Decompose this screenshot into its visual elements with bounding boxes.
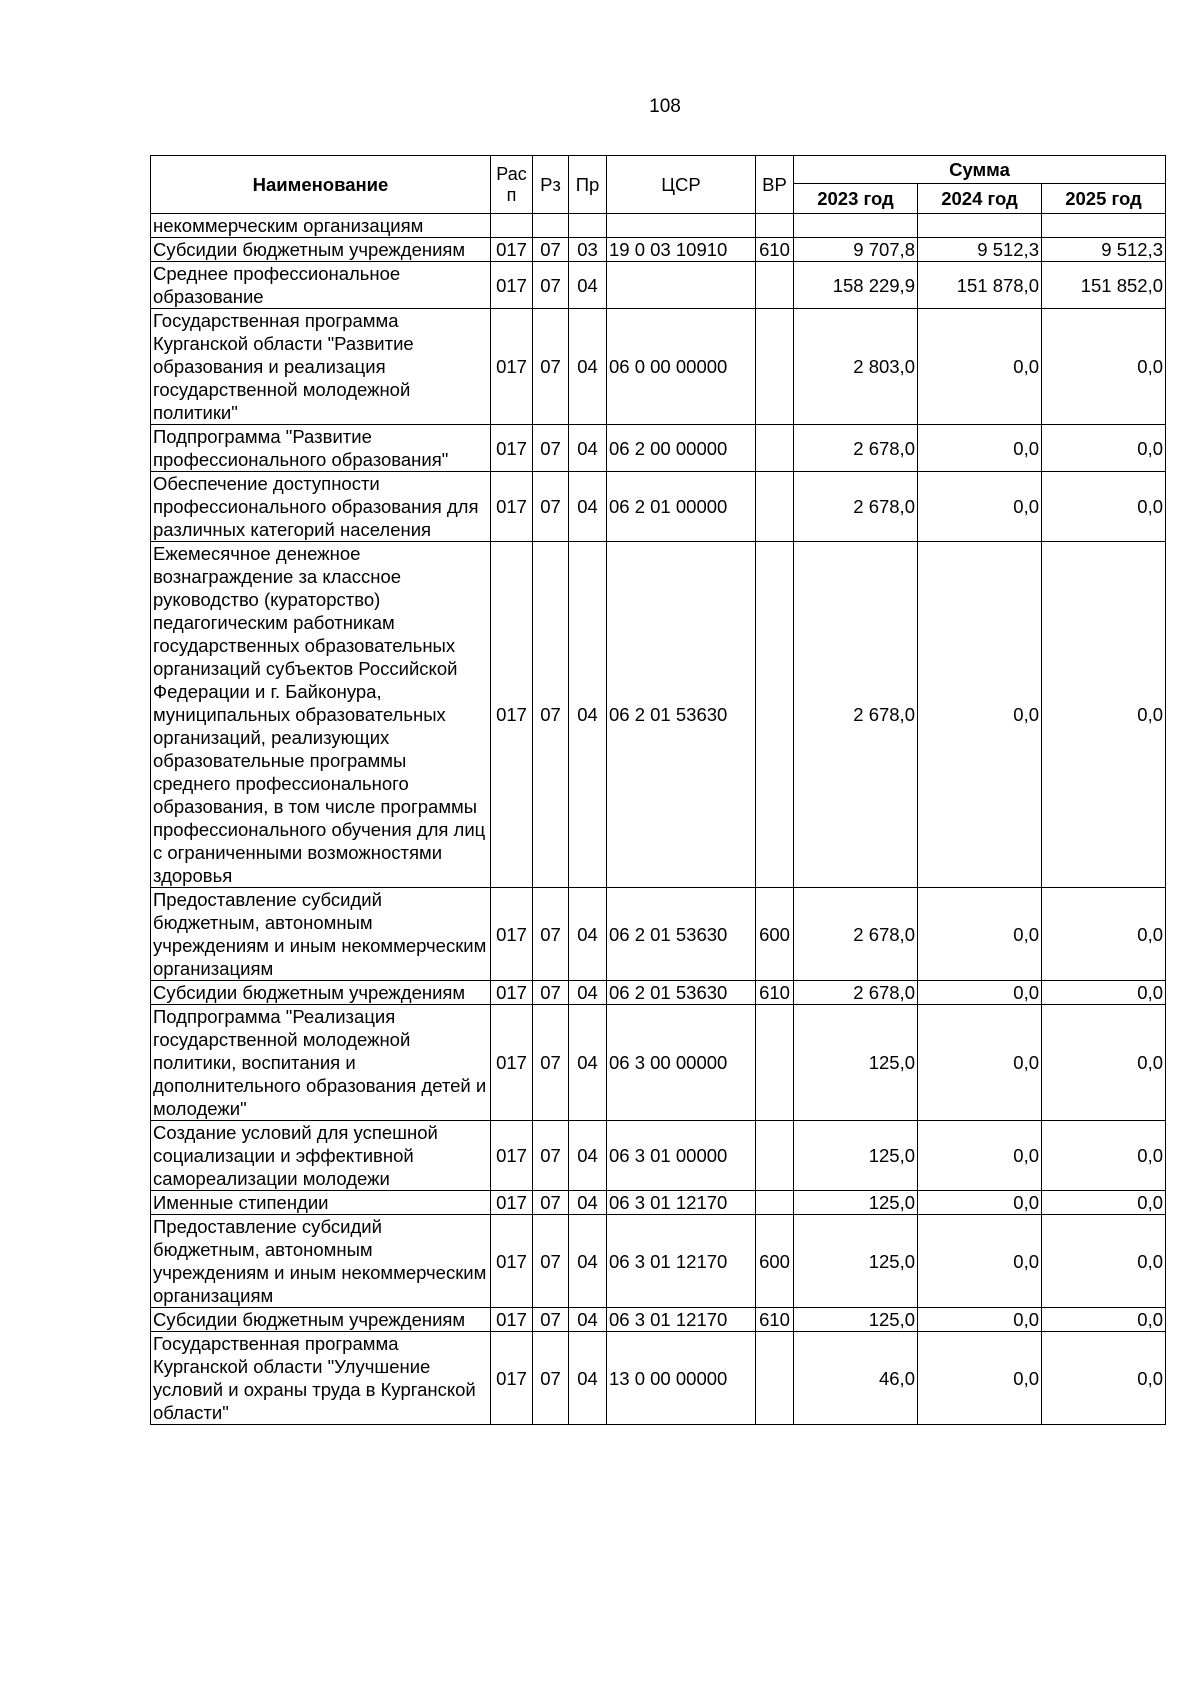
row-sum-2023: 46,0: [794, 1332, 918, 1425]
row-sum-2025: 0,0: [1042, 1191, 1166, 1215]
row-pr: 04: [569, 1215, 607, 1308]
row-name: Предоставление субсидий бюджетным, автономным учреждениям и иным некоммерческим организациям: [151, 888, 491, 981]
row-sum-2023: 2 803,0: [794, 309, 918, 425]
row-sum-2024: 0,0: [918, 309, 1042, 425]
row-csr: 06 3 01 12170: [607, 1215, 756, 1308]
row-name: Государственная программа Курганской области "Улучшение условий и охраны труда в Курганской области": [151, 1332, 491, 1425]
row-vr: [756, 1332, 794, 1425]
row-sum-2024: 0,0: [918, 425, 1042, 472]
row-vr: [756, 472, 794, 542]
row-name: некоммерческим организациям: [151, 214, 491, 238]
row-sum-2025: 151 852,0: [1042, 262, 1166, 309]
row-pr: 04: [569, 1005, 607, 1121]
header-pr: Пр: [569, 156, 607, 214]
row-sum-2024: 0,0: [918, 981, 1042, 1005]
row-rasp: 017: [491, 425, 533, 472]
table-row: [151, 1308, 1166, 1332]
row-rasp: 017: [491, 309, 533, 425]
row-pr: 04: [569, 981, 607, 1005]
row-sum-2023: 158 229,9: [794, 262, 918, 309]
row-name: Именные стипендии: [151, 1191, 491, 1215]
row-sum-2025: 0,0: [1042, 981, 1166, 1005]
row-sum-2023: 9 707,8: [794, 238, 918, 262]
row-name: Государственная программа Курганской области "Развитие образования и реализация государственной молодежной политики": [151, 309, 491, 425]
row-rasp: 017: [491, 1308, 533, 1332]
row-sum-2024: 0,0: [918, 542, 1042, 888]
row-pr: 04: [569, 1191, 607, 1215]
table-row: [151, 1191, 1166, 1215]
row-csr: 06 2 01 53630: [607, 888, 756, 981]
table-row: [151, 238, 1166, 262]
row-sum-2025: 0,0: [1042, 425, 1166, 472]
row-pr: 04: [569, 425, 607, 472]
table-row: [151, 1121, 1166, 1191]
row-sum-2025: 0,0: [1042, 1121, 1166, 1191]
budget-table: [150, 155, 1166, 1425]
row-rz: 07: [533, 1191, 569, 1215]
table-row: [151, 309, 1166, 425]
row-vr: [756, 262, 794, 309]
row-name: Подпрограмма "Реализация государственной молодежной политики, воспитания и дополнительного образования детей и молодежи": [151, 1005, 491, 1121]
table-row: [151, 888, 1166, 981]
row-name: Подпрограмма "Развитие профессионального образования": [151, 425, 491, 472]
row-rasp: 017: [491, 1215, 533, 1308]
row-name: Ежемесячное денежное вознаграждение за классное руководство (кураторство) педагогическим работникам государственных образовательных организаций субъектов Российской Федерации и г. Байконура, муниципальных образовательных организаций, реализующих образовательные программы среднего профессионального образования, в том числе программы профессионального обучения для лиц с ограниченными возможностями здоровья: [151, 542, 491, 888]
row-sum-2025: 0,0: [1042, 888, 1166, 981]
row-sum-2024: 0,0: [918, 472, 1042, 542]
row-csr: 06 2 01 53630: [607, 981, 756, 1005]
row-pr: 04: [569, 262, 607, 309]
row-sum-2023: 2 678,0: [794, 472, 918, 542]
row-sum-2025: 0,0: [1042, 309, 1166, 425]
row-csr: 06 0 00 00000: [607, 309, 756, 425]
row-sum-2024: 0,0: [918, 1215, 1042, 1308]
row-sum-2023: 2 678,0: [794, 542, 918, 888]
row-sum-2025: [1042, 214, 1166, 238]
row-csr: 06 3 01 12170: [607, 1191, 756, 1215]
table-row: [151, 425, 1166, 472]
row-sum-2025: 0,0: [1042, 542, 1166, 888]
row-rasp: 017: [491, 238, 533, 262]
row-pr: 04: [569, 1308, 607, 1332]
table-row: [151, 1215, 1166, 1308]
row-rz: 07: [533, 262, 569, 309]
row-sum-2024: 0,0: [918, 1308, 1042, 1332]
row-sum-2023: 2 678,0: [794, 425, 918, 472]
row-name: Субсидии бюджетным учреждениям: [151, 981, 491, 1005]
row-sum-2023: 125,0: [794, 1215, 918, 1308]
row-pr: 04: [569, 888, 607, 981]
row-rz: 07: [533, 542, 569, 888]
row-pr: 04: [569, 1121, 607, 1191]
row-sum-2023: 2 678,0: [794, 981, 918, 1005]
row-rz: [533, 214, 569, 238]
header-rasp: Рас п: [491, 156, 533, 214]
row-pr: 04: [569, 542, 607, 888]
row-vr: [756, 425, 794, 472]
row-csr: [607, 262, 756, 309]
row-rasp: 017: [491, 1332, 533, 1425]
row-rz: 07: [533, 238, 569, 262]
row-rz: 07: [533, 425, 569, 472]
row-rasp: 017: [491, 888, 533, 981]
header-year-2023: 2023 год: [794, 184, 918, 214]
header-year-2024: 2024 год: [918, 184, 1042, 214]
row-name: Создание условий для успешной социализации и эффективной самореализации молодежи: [151, 1121, 491, 1191]
row-sum-2024: 9 512,3: [918, 238, 1042, 262]
row-name: Среднее профессиональное образование: [151, 262, 491, 309]
row-sum-2023: [794, 214, 918, 238]
header-year-2025: 2025 год: [1042, 184, 1166, 214]
row-sum-2025: 0,0: [1042, 1308, 1166, 1332]
row-sum-2023: 125,0: [794, 1191, 918, 1215]
row-csr: 06 3 01 00000: [607, 1121, 756, 1191]
table-row: [151, 1005, 1166, 1121]
row-rz: 07: [533, 1332, 569, 1425]
row-pr: 04: [569, 309, 607, 425]
row-sum-2025: 0,0: [1042, 1215, 1166, 1308]
row-pr: 03: [569, 238, 607, 262]
table-row: [151, 981, 1166, 1005]
row-csr: 19 0 03 10910: [607, 238, 756, 262]
row-rz: 07: [533, 981, 569, 1005]
row-vr: [756, 309, 794, 425]
row-rasp: 017: [491, 1005, 533, 1121]
row-rasp: 017: [491, 1191, 533, 1215]
row-sum-2024: 0,0: [918, 1332, 1042, 1425]
row-rz: 07: [533, 888, 569, 981]
header-vr: ВР: [756, 156, 794, 214]
table-row: [151, 262, 1166, 309]
table-row: [151, 472, 1166, 542]
row-sum-2023: 125,0: [794, 1121, 918, 1191]
row-vr: 600: [756, 1215, 794, 1308]
row-rz: 07: [533, 472, 569, 542]
row-vr: 610: [756, 238, 794, 262]
header-name: Наименование: [151, 156, 491, 214]
row-csr: 06 2 01 00000: [607, 472, 756, 542]
row-sum-2024: 0,0: [918, 888, 1042, 981]
row-rz: 07: [533, 1215, 569, 1308]
row-pr: [569, 214, 607, 238]
row-rz: 07: [533, 309, 569, 425]
row-vr: [756, 214, 794, 238]
row-rasp: 017: [491, 981, 533, 1005]
row-vr: [756, 1191, 794, 1215]
row-vr: [756, 542, 794, 888]
row-vr: 600: [756, 888, 794, 981]
row-sum-2023: 125,0: [794, 1005, 918, 1121]
row-sum-2025: 0,0: [1042, 1005, 1166, 1121]
row-sum-2025: 0,0: [1042, 472, 1166, 542]
row-rasp: 017: [491, 472, 533, 542]
row-csr: 06 2 01 53630: [607, 542, 756, 888]
row-name: Предоставление субсидий бюджетным, автономным учреждениям и иным некоммерческим организациям: [151, 1215, 491, 1308]
row-csr: 06 3 01 12170: [607, 1308, 756, 1332]
row-vr: 610: [756, 981, 794, 1005]
header-rz: Рз: [533, 156, 569, 214]
page-number: 108: [649, 96, 681, 117]
row-sum-2025: 9 512,3: [1042, 238, 1166, 262]
row-pr: 04: [569, 1332, 607, 1425]
row-vr: 610: [756, 1308, 794, 1332]
header-csr: ЦСР: [607, 156, 756, 214]
table-header: [151, 156, 1166, 214]
row-csr: [607, 214, 756, 238]
row-rasp: 017: [491, 542, 533, 888]
row-sum-2024: 0,0: [918, 1121, 1042, 1191]
row-vr: [756, 1121, 794, 1191]
row-name: Субсидии бюджетным учреждениям: [151, 238, 491, 262]
row-csr: 06 3 00 00000: [607, 1005, 756, 1121]
row-sum-2024: [918, 214, 1042, 238]
table-row: [151, 214, 1166, 238]
row-rasp: 017: [491, 262, 533, 309]
row-csr: 13 0 00 00000: [607, 1332, 756, 1425]
row-vr: [756, 1005, 794, 1121]
row-sum-2023: 125,0: [794, 1308, 918, 1332]
row-sum-2024: 151 878,0: [918, 262, 1042, 309]
row-name: Обеспечение доступности профессионального образования для различных категорий населения: [151, 472, 491, 542]
row-name: Субсидии бюджетным учреждениям: [151, 1308, 491, 1332]
header-summa: Сумма: [794, 156, 1166, 184]
row-rz: 07: [533, 1005, 569, 1121]
row-sum-2024: 0,0: [918, 1005, 1042, 1121]
row-rz: 07: [533, 1121, 569, 1191]
row-rasp: 017: [491, 1121, 533, 1191]
row-rz: 07: [533, 1308, 569, 1332]
table-body: [151, 214, 1166, 1425]
row-sum-2024: 0,0: [918, 1191, 1042, 1215]
row-rasp: [491, 214, 533, 238]
table-row: [151, 1332, 1166, 1425]
row-sum-2025: 0,0: [1042, 1332, 1166, 1425]
row-pr: 04: [569, 472, 607, 542]
table-row: [151, 542, 1166, 888]
row-sum-2023: 2 678,0: [794, 888, 918, 981]
row-csr: 06 2 00 00000: [607, 425, 756, 472]
